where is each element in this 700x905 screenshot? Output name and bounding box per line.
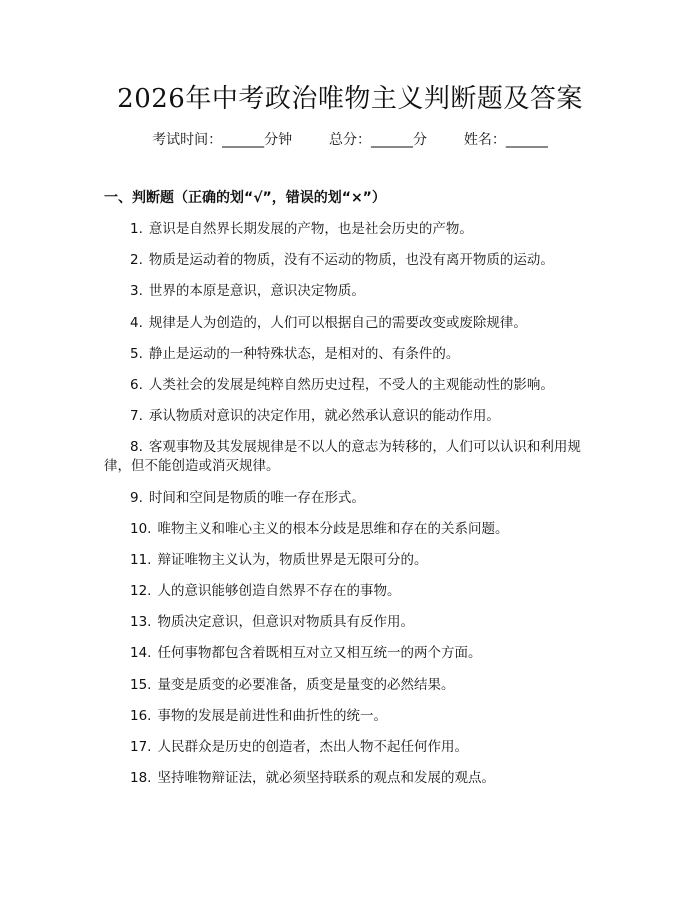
question-item	[104, 769, 594, 788]
question-text: 事物的发展是前进性和曲折性的统一。	[157, 707, 387, 724]
question-text: 物质决定意识，但意识对物质具有反作用。	[157, 614, 414, 631]
question-number: 18.	[130, 770, 152, 787]
question-text: 时间和空间是物质的唯一存在形式。	[148, 489, 365, 506]
question-number: 12.	[130, 583, 152, 600]
question-number: 2.	[130, 252, 143, 269]
exam-meta	[0, 130, 700, 150]
question-number: 9.	[130, 489, 143, 506]
question-text: 客观事物及其发展规律是不以人的意志为转移的，人们可以认识和利用规律，但不能创造或消灭规律。	[104, 439, 581, 475]
question-item	[104, 707, 594, 726]
exam-name-label: 姓名：______	[463, 132, 548, 148]
question-text: 坚持唯物辩证法，就必须坚持联系的观点和发展的观点。	[157, 770, 495, 787]
question-text: 人的意识能够创造自然界不存在的事物。	[157, 583, 401, 600]
section-heading: 一、判断题（正确的划“√”，错误的划“×”）	[104, 190, 386, 206]
question-text: 物质是运动着的物质，没有不运动的物质，也没有离开物质的运动。	[148, 252, 554, 269]
question-item	[104, 345, 594, 364]
exam-score-label: 总分：______分	[329, 132, 427, 148]
question-number: 6.	[130, 376, 143, 393]
question-text: 规律是人为创造的，人们可以根据自己的需要改变或废除规律。	[148, 314, 527, 331]
question-text: 唯物主义和唯心主义的根本分歧是思维和存在的关系问题。	[157, 520, 509, 537]
question-text: 人类社会的发展是纯粹自然历史过程，不受人的主观能动性的影响。	[148, 376, 554, 393]
question-text: 任何事物都包含着既相互对立又相互统一的两个方面。	[157, 645, 482, 662]
question-number: 17.	[130, 739, 152, 755]
question-item	[104, 520, 594, 539]
question-text: 意识是自然界长期发展的产物，也是社会历史的产物。	[148, 221, 473, 237]
question-number: 5.	[130, 345, 143, 362]
question-text: 静止是运动的一种特殊状态，是相对的、有条件的。	[148, 345, 460, 362]
question-number: 4.	[130, 314, 143, 331]
question-number: 10.	[130, 520, 152, 537]
question-item	[104, 376, 594, 395]
question-text: 承认物质对意识的决定作用，就必然承认意识的能动作用。	[148, 408, 500, 425]
question-number: 7.	[130, 408, 143, 425]
question-item	[104, 220, 594, 239]
question-text: 量变是质变的必要准备，质变是量变的必然结果。	[157, 676, 455, 693]
question-text: 辩证唯物主义认为，物质世界是无限可分的。	[157, 551, 428, 568]
question-item	[104, 407, 594, 426]
question-item	[104, 489, 594, 508]
question-item	[104, 644, 594, 663]
question-number: 3.	[130, 283, 143, 300]
question-item	[104, 438, 594, 476]
question-number: 11.	[130, 551, 152, 568]
question-number: 15.	[130, 676, 152, 693]
question-number: 16.	[130, 707, 152, 724]
question-item	[104, 551, 594, 570]
page-title: 2026年中考政治唯物主义判断题及答案	[117, 84, 583, 114]
question-item	[104, 582, 594, 601]
question-item	[104, 314, 594, 333]
exam-time-label: 考试时间：______分钟	[152, 132, 293, 148]
question-item	[104, 613, 594, 632]
question-number: 14.	[130, 645, 152, 662]
question-number: 8.	[130, 439, 143, 456]
question-number: 1.	[130, 221, 143, 237]
question-text: 人民群众是历史的创造者，杰出人物不起任何作用。	[157, 739, 468, 755]
question-number: 13.	[130, 614, 152, 631]
question-item	[104, 676, 594, 695]
question-list	[104, 220, 594, 800]
question-item	[104, 738, 594, 757]
question-item	[104, 251, 594, 270]
question-item	[104, 282, 594, 301]
question-text: 世界的本原是意识，意识决定物质。	[148, 283, 365, 300]
